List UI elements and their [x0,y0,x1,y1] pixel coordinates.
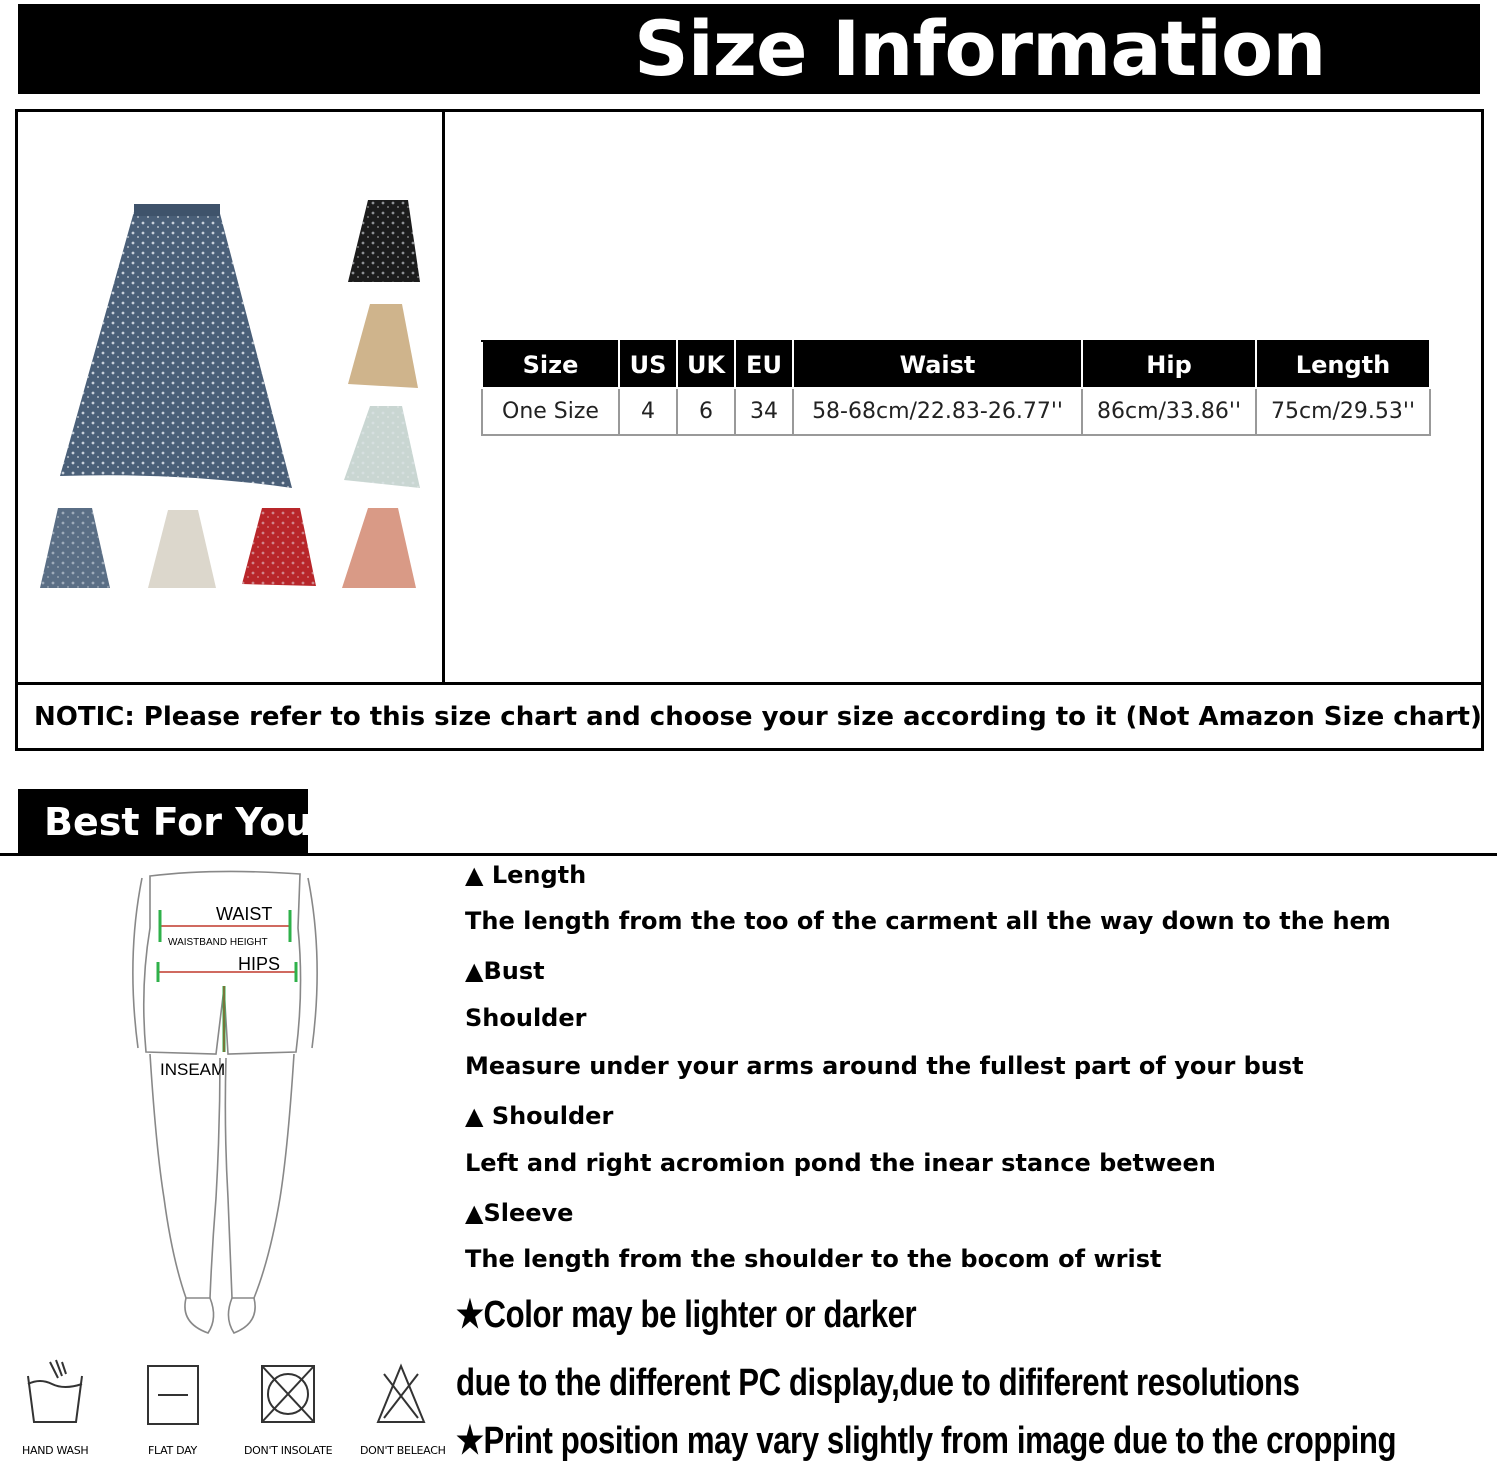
col-waist: Waist [793,341,1082,388]
panel-divider [442,111,445,685]
color-note: ★Color may be lighter or darker [456,1294,917,1336]
hand-wash-label: HAND WASH [22,1444,89,1457]
cell-waist: 58-68cm/22.83-26.77'' [793,388,1082,435]
flat-dry-label: FLAT DAY [148,1444,197,1457]
inseam-label: INSEAM [160,1060,226,1079]
hips-label: HIPS [238,954,281,974]
cell-size: One Size [482,388,619,435]
shoulder-heading: ▲ Shoulder [465,1102,614,1130]
notice-divider [15,682,1481,685]
skirt-thumb-black [348,200,420,282]
col-eu: EU [735,341,793,388]
dont-insolate-icon [258,1362,318,1426]
bust-subheading: Shoulder [465,1004,587,1032]
skirt-thumb-khaki [348,304,418,388]
section-rule [0,853,1497,856]
cell-hip: 86cm/33.86'' [1082,388,1256,435]
dont-bleach-label: DON'T BELEACH [360,1444,446,1457]
print-position-note: ★Print position may vary slightly from image due to the cropping [456,1420,1397,1462]
display-note: due to the different PC display,due to dififerent resolutions [456,1362,1300,1404]
sleeve-heading: ▲Sleeve [465,1199,574,1227]
size-table [481,340,1431,436]
skirt-main-image [60,204,292,488]
best-for-you-title: Best For You [44,800,313,844]
col-uk: UK [677,341,735,388]
skirt-thumb-pink [342,508,416,588]
col-hip: Hip [1082,341,1256,388]
skirt-thumb-mint [344,406,420,488]
page-title: Size Information [634,4,1326,93]
skirt-thumb-red [242,508,316,586]
bust-heading: ▲Bust [465,957,545,985]
shoulder-description: Left and right acromion pond the inear stance between [465,1149,1216,1177]
sleeve-description: The length from the shoulder to the bocom of wrist [465,1245,1162,1273]
col-length: Length [1256,341,1430,388]
flat-dry-icon [146,1364,200,1426]
length-description: The length from the too of the carment all the way down to the hem [465,907,1391,935]
dont-insolate-label: DON'T INSOLATE [244,1444,333,1457]
bust-description: Measure under your arms around the fullest part of your bust [465,1052,1304,1080]
skirt-thumb-blue [40,508,110,588]
notice-text: NOTIC: Please refer to this size chart and choose your size according to it (Not Amazon Size chart) [34,702,1482,732]
waist-label: WAIST [216,904,273,924]
cell-length: 75cm/29.53'' [1256,388,1430,435]
size-table-header [482,341,1430,388]
dont-bleach-icon [374,1362,428,1426]
skirt-thumb-cream [148,510,216,588]
length-heading: ▲ Length [465,861,587,889]
col-size: Size [482,341,619,388]
cell-eu: 34 [735,388,793,435]
table-row [482,388,1430,435]
skirt-product-images [30,190,430,610]
cell-uk: 6 [677,388,735,435]
cell-us: 4 [619,388,677,435]
hand-wash-icon [22,1358,88,1428]
waistband-label: WAISTBAND HEIGHT [168,937,268,948]
col-us: US [619,341,677,388]
